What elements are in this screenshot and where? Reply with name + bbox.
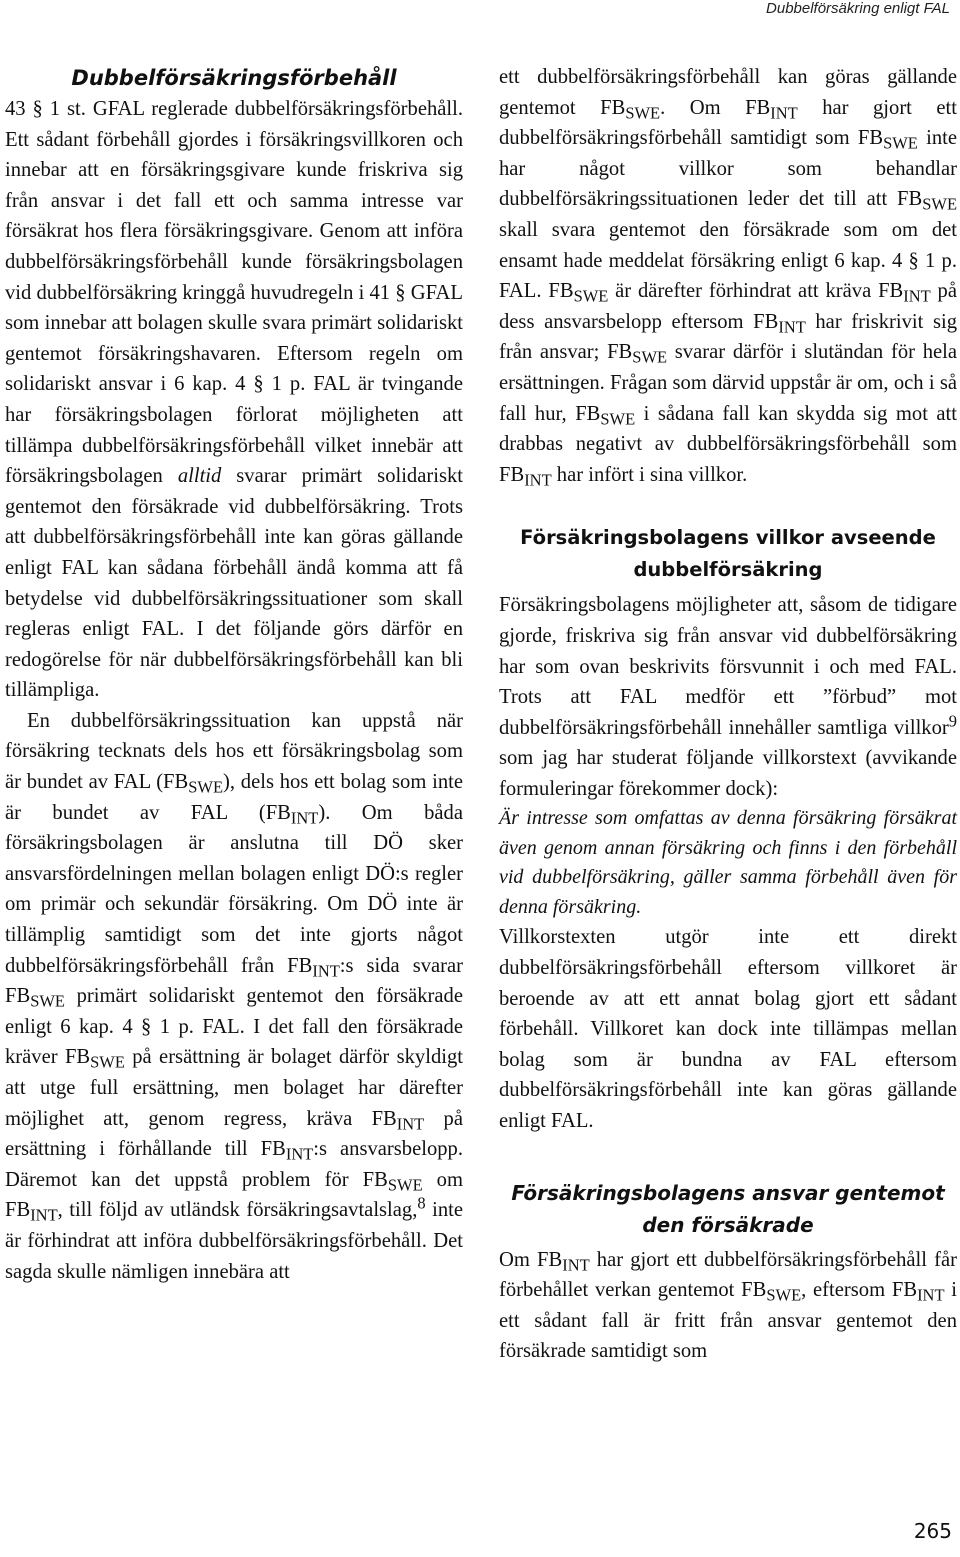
page-number: 265 [913,1519,952,1543]
paragraph: Försäkringsbolagens möjligheter att, såsom de tidigare gjorde, friskriva sig från ansvar vid dubbelförsäkring har som ovan beskrivits försvunnit i och med FAL. Trots att FAL medför ett ”förbud” mot dubbelförsäkringsförbehåll innehåller samtliga villkor$^9$ som jag har studerat följande villkorstext (avvikande formuleringar förekommer dock): [499,594,957,800]
section-heading-villkor: Försäkringsbolagens villkor avseende dubbelförsäkring [520,526,936,582]
block-quote: Är intresse som omfattas av denna försäkring försäkrat även genom annan försäkring och finns i den förbehåll vid dubbelförsäkring, gäller samma förbehåll även för denna försäkring. [499,807,957,918]
left-column [5,62,463,1287]
section-heading-ansvar: Försäkringsbolagens ansvar gentemot den försäkrade [511,1180,945,1237]
paragraph: Om $FB_{INT}$ har gjort ett dubbelförsäkringsförbehåll får förbehållet verkan gentemot $FB_{SWE}$, eftersom $FB_{INT}$ i ett sådant fall är fritt från ansvar gentemot den försäkrade samtidigt som [499,1248,957,1363]
section-heading-dubbelforsakringsforbehall: Dubbelförsäkringsförbehåll [71,66,397,90]
paragraph: En dubbelförsäkringssituation kan uppstå när försäkring tecknats dels hos ett försäkringsbolag som är bundet av FAL $(FB_{SWE})$, dels hos ett bolag som inte är bundet av FAL $(FB_{INT})$. Om båda försäkringsbolagen är anslutna till DÖ sker ansvarsfördelningen mellan bolagen enligt DÖ:s regler om primär och sekundär försäkring. Om DÖ inte är tillämplig samtidigt som det inte gjorts något dubbelförsäkringsförbehåll från $FB_{INT}:s$ sida svarar $FB_{SWE}$ primärt solidariskt gentemot den försäkrade enligt 6 kap. 4 § 1 p. FAL. I det fall den försäkrade kräver $FB_{SWE}$ på ersättning är bolaget därför skyldigt att utge full ersättning, men bolaget har därefter möjlighet att, genom regress, kräva $FB_{INT}$ på ersättning i förhållande till $FB_{INT}:s$ ansvarsbelopp. Däremot kan det uppstå problem för $FB_{SWE}$ om $FB_{INT}$, till följd av utländsk försäkringsavtalslag,$^8$ inte är förhindrat att införa dubbelförsäkringsförbehåll. Det sagda skulle nämligen innebära att [5,709,464,1283]
right-column [499,62,957,1367]
running-head: Dubbelförsäkring enligt FAL [766,0,950,17]
paragraph: ett dubbelförsäkringsförbehåll kan göras gällande gentemot $FB_{SWE}$. Om $FB_{INT}$ har gjort ett dubbelförsäkringsförbehåll samtidigt som $FB_{SWE}$ inte har något villkor som behandlar dubbelförsäkringssituationen leder det till att $FB_{SWE}$ skall svara gentemot den försäkrade som om det ensamt hade meddelat försäkring enligt 6 kap. 4 § 1 p. FAL. $FB_{SWE}$ är därefter förhindrat att kräva $FB_{INT}$ på dess ansvarsbelopp eftersom $FB_{INT}$ har friskrivit sig från ansvar; $FB_{SWE}$ svarar därför i slutändan för hela ersättningen. Frågan som därvid uppstår är om, och i så fall hur, $FB_{SWE}$ i sådana fall kan skydda sig mot att drabbas negativt av dubbelförsäkringsförbehåll som $FB_{INT}$ har infört i sina villkor. [499,66,958,490]
paragraph: 43 § 1 st. GFAL reglerade dubbelförsäkringsförbehåll. Ett sådant förbehåll gjordes i försäkringsvillkoren och innebar att en försäkringsgivare kunde friskriva sig från ansvar i det fall ett och samma intresse var försäkrat hos flera försäkringsgivare. Genom att införa dubbelförsäkringsförbehåll kunde försäkringsbolagen vid dubbelförsäkring kringgå huvudregeln i 41 § GFAL som innebar att bolagen skulle svara primärt solidariskt gentemot försäkringshavaren. Eftersom regeln om solidariskt ansvar i 6 kap. 4 § 1 p. FAL är tvingande har försäkringsbolagen förlorat möjligheten att tillämpa dubbelförsäkringsförbehåll vilket innebär att försäkringsbolagen alltid svarar primärt solidariskt gentemot den försäkrade vid dubbelförsäkring. Trots att dubbelförsäkringsförbehåll inte kan göras gällande enligt FAL kan sådana förbehåll ändå komma att få betydelse vid dubbelförsäkringssituationer som skall regleras enligt FAL. I det följande görs därför en redogörelse för när dubbelförsäkringsförbehåll kan bli tillämpliga. [5,98,463,702]
footnote-ref-8: 8 [417,1193,426,1213]
paragraph: Villkorstexten utgör inte ett direkt dubbelförsäkringsförbehåll eftersom villkoret är beroende av att ett annat bolag gjort ett sådant förbehåll. Villkoret kan dock inte tillämpas mellan bolag som är bundna av FAL eftersom dubbelförsäkringsförbehåll inte kan göras gällande enligt FAL. [499,926,957,1133]
footnote-ref-9: 9 [948,711,957,731]
